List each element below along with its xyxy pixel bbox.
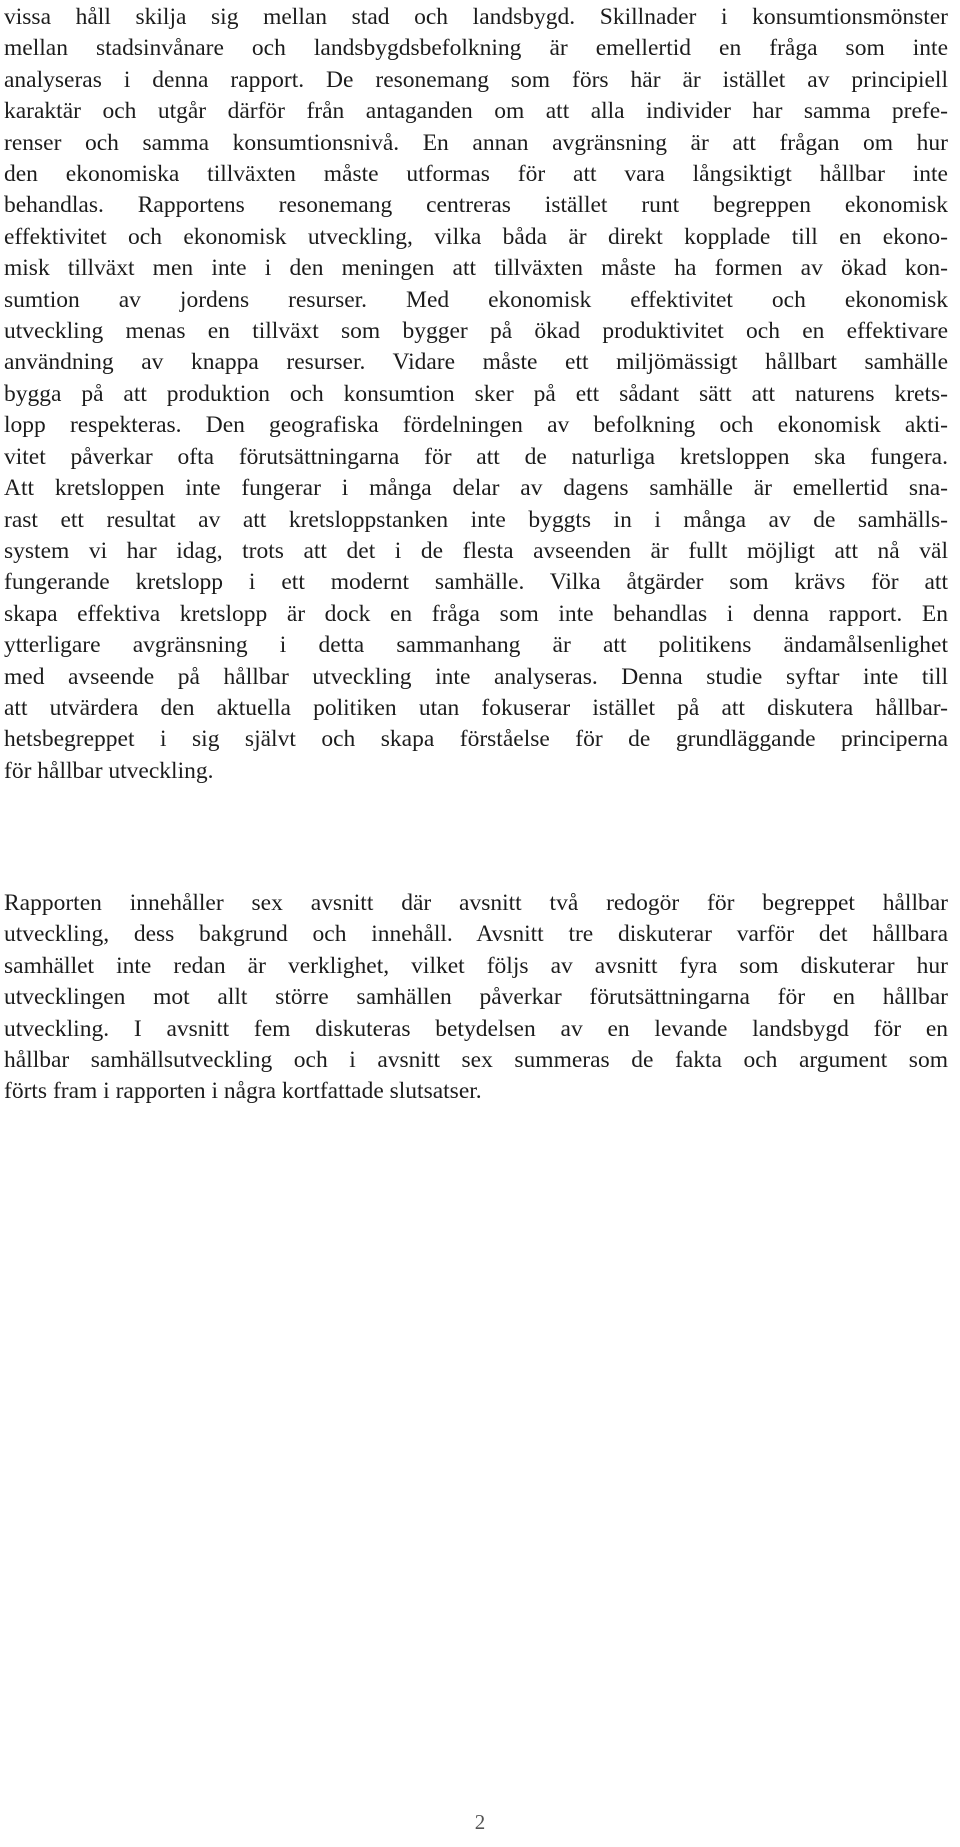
text-line: vitet påverkar ofta förutsättningarna för att de naturliga kretsloppen ska fungera.	[4, 443, 948, 470]
text-line: hetsbegreppet i sig självt och skapa förståelse för de grundläggande principerna	[4, 726, 948, 753]
text-line: hållbar samhällsutveckling och i avsnitt sex summeras de fakta och argument som	[4, 1047, 948, 1074]
text-line: för hållbar utveckling.	[4, 757, 214, 784]
text-line: effektivitet och ekonomisk utveckling, vilka båda är direkt kopplade till en ekono-	[4, 223, 948, 250]
text-line: samhället inte redan är verklighet, vilket följs av avsnitt fyra som diskuterar hur	[4, 952, 948, 979]
text-line: fungerande kretslopp i ett modernt samhälle. Vilka åtgärder som krävs för att	[4, 569, 948, 596]
text-line: system vi har idag, trots att det i de flesta avseenden är fullt möjligt att nå väl	[4, 537, 948, 564]
text-line: skapa effektiva kretslopp är dock en fråga som inte behandlas i denna rapport. En	[4, 600, 948, 627]
text-line: bygga på att produktion och konsumtion sker på ett sådant sätt att naturens krets-	[4, 380, 948, 407]
text-line: utveckling, dess bakgrund och innehåll. Avsnitt tre diskuterar varför det hållbara	[4, 921, 948, 948]
text-line: utveckling. I avsnitt fem diskuteras betydelsen av en levande landsbygd för en	[4, 1015, 948, 1042]
body-paragraph	[4, 888, 948, 1108]
text-line: Rapporten innehåller sex avsnitt där avsnitt två redogör för begreppet hållbar	[4, 890, 948, 916]
text-line: utvecklingen mot allt större samhällen påverkar förutsättningarna för en hållbar	[4, 984, 948, 1011]
text-line: utveckling menas en tillväxt som bygger på ökad produktivitet och en effektivare	[4, 318, 948, 345]
text-line: karaktär och utgår därför från antaganden om att alla individer har samma prefe-	[4, 98, 948, 125]
text-line: vissa håll skilja sig mellan stad och landsbygd. Skillnader i konsumtionsmönster	[4, 4, 948, 30]
text-line: förts fram i rapporten i några kortfattade slutsatser.	[4, 1078, 482, 1105]
text-line: renser och samma konsumtionsnivå. En annan avgränsning är att frågan om hur	[4, 129, 948, 156]
text-line: att utvärdera den aktuella politiken utan fokuserar istället på att diskutera hållbar-	[4, 694, 948, 721]
text-line: analyseras i denna rapport. De resonemang som förs här är istället av principiell	[4, 66, 948, 93]
text-line: sumtion av jordens resurser. Med ekonomisk effektivitet och ekonomisk	[4, 286, 948, 313]
text-line: användning av knappa resurser. Vidare måste ett miljömässigt hållbart samhälle	[4, 349, 948, 376]
body-paragraph	[4, 2, 948, 787]
text-line: misk tillväxt men inte i den meningen att tillväxten måste ha formen av ökad kon-	[4, 255, 948, 282]
text-line: lopp respekteras. Den geografiska fördelningen av befolkning och ekonomisk akti-	[4, 412, 948, 439]
text-line: med avseende på hållbar utveckling inte analyseras. Denna studie syftar inte till	[4, 663, 948, 690]
text-line: ytterligare avgränsning i detta sammanhang är att politikens ändamålsenlighet	[4, 632, 948, 659]
text-line: Att kretsloppen inte fungerar i många delar av dagens samhälle är emellertid sna-	[4, 475, 948, 502]
text-line: den ekonomiska tillväxten måste utformas för att vara långsiktigt hållbar inte	[4, 161, 948, 188]
text-line: rast ett resultat av att kretsloppstanken inte byggts in i många av de samhälls-	[4, 506, 948, 533]
page-number: 2	[474, 1810, 486, 1834]
text-line: mellan stadsinvånare och landsbygdsbefolkning är emellertid en fråga som inte	[4, 35, 948, 62]
text-line: behandlas. Rapportens resonemang centreras istället runt begreppen ekonomisk	[4, 192, 948, 219]
